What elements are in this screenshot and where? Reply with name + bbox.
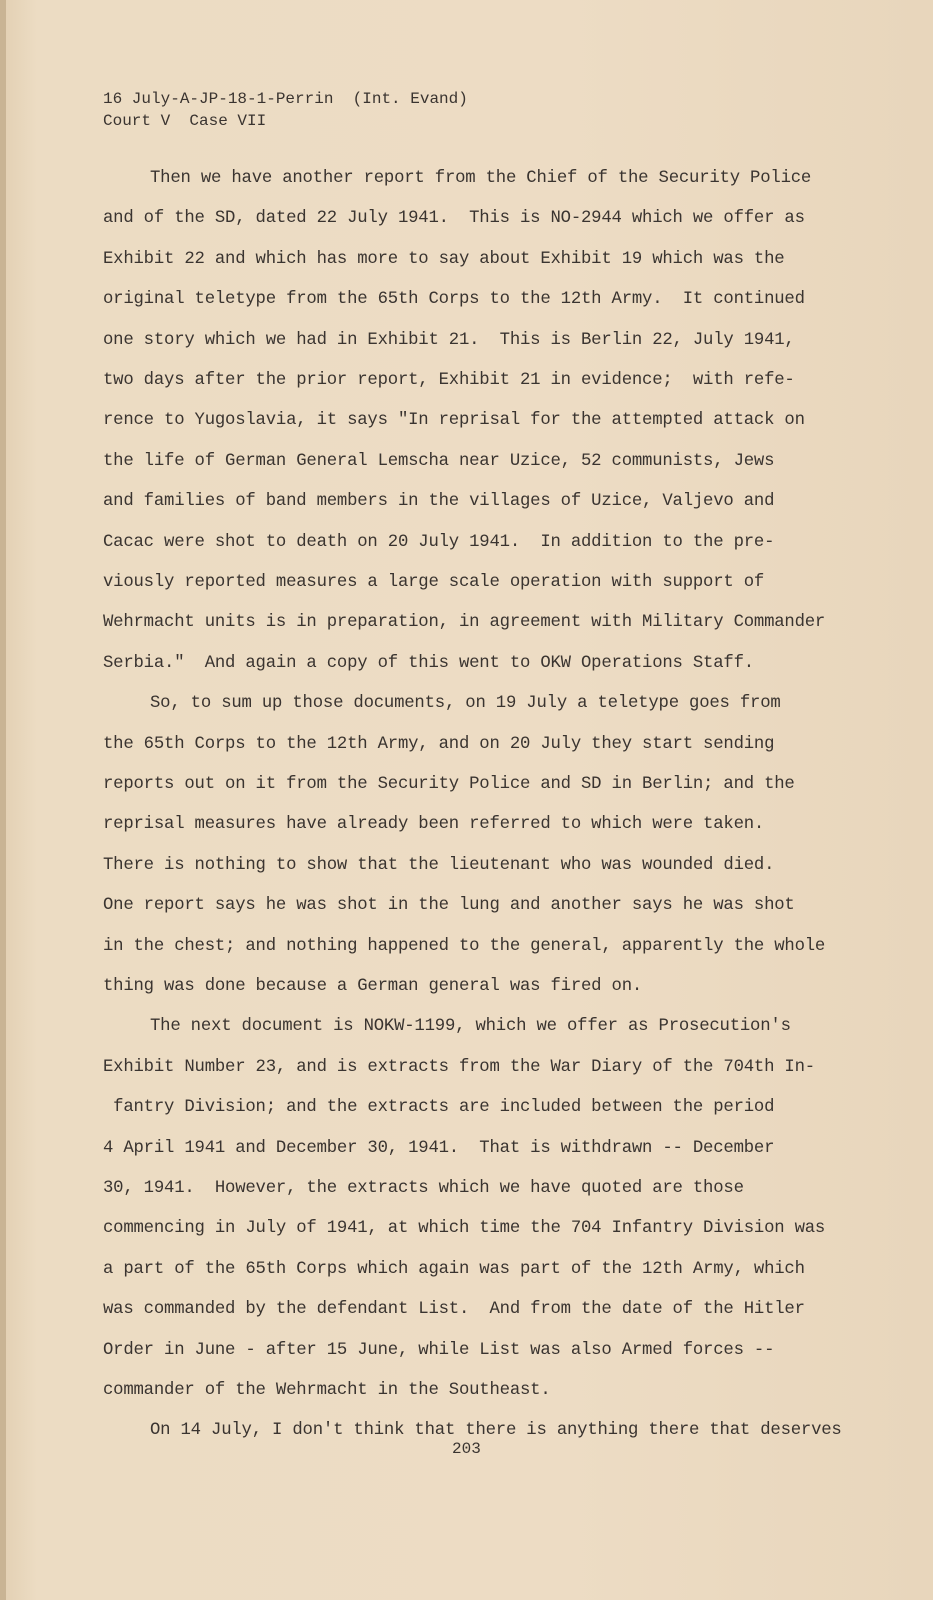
text-line: Serbia." And again a copy of this went to OKW Operations Staff. [103,653,754,673]
text-line: Then we have another report from the Chief of the Security Police [150,169,812,188]
page-number: 203 [452,1440,481,1458]
text-line: rence to Yugoslavia, it says "In reprisal for the attempted attack on [103,411,805,431]
text-line: reprisal measures have already been referred to which were taken. [103,815,765,835]
text-line: and families of band members in the villages of Uzice, Valjevo and [103,492,775,512]
text-line: two days after the prior report, Exhibit 21 in evidence; with refe- [103,371,795,390]
text-line: One report says he was shot in the lung and another says he was shot [103,896,795,916]
text-line: reports out on it from the Security Police and SD in Berlin; and the [103,775,795,794]
text-line: commencing in July of 1941, at which time the 704 Infantry Division was [103,1219,826,1239]
text-line: and of the SD, dated 22 July 1941. This is NO-2944 which we offer as [103,209,805,229]
text-line: Wehrmacht units is in preparation, in agreement with Military Commander [103,613,826,633]
text-line: thing was done because a German general was fired on. [103,977,643,996]
text-line: Exhibit Number 23, and is extracts from the War Diary of the 704th In- [103,1057,815,1077]
text-line: one story which we had in Exhibit 21. This is Berlin 22, July 1941, [103,330,795,350]
text-line: in the chest; and nothing happened to the general, apparently the whole [103,936,826,956]
text-line: commander of the Wehrmacht in the Southeast. [103,1381,551,1400]
header-line-1: 16 July-A-JP-18-1-Perrin (Int. Evand) [103,90,468,108]
text-line: Order in June - after 15 June, while List was also Armed forces -- [103,1340,775,1360]
text-line: a part of the 65th Corps which again was part of the 12th Army, which [103,1259,805,1279]
text-line: 4 April 1941 and December 30, 1941. That is withdrawn -- December [103,1138,775,1158]
text-line: The next document is NOKW-1199, which we offer as Prosecution's [150,1017,791,1037]
text-line: 30, 1941. However, the extracts which we have quoted are those [103,1179,744,1198]
text-line: viously reported measures a large scale operation with support of [103,573,765,592]
text-line: So, to sum up those documents, on 19 July a teletype goes from [150,694,781,714]
text-line: Cacac were shot to death on 20 July 1941. In addition to the pre- [103,532,775,552]
text-line: Exhibit 22 and which has more to say about Exhibit 19 which was the [103,249,785,269]
text-line: original teletype from the 65th Corps to the 12th Army. It continued [103,290,805,310]
header-line-2: Court V Case VII [103,112,267,130]
text-line: fantry Division; and the extracts are included between the period [103,1098,775,1118]
page-edge [0,0,6,1600]
text-line: On 14 July, I don't think that there is anything there that deserves [150,1421,842,1441]
text-line: There is nothing to show that the lieutenant who was wounded died. [103,855,775,875]
text-line: the 65th Corps to the 12th Army, and on 20 July they start sending [103,734,775,754]
text-line: the life of German General Lemscha near Uzice, 52 communists, Jews [103,451,775,471]
text-line: was commanded by the defendant List. And from the date of the Hitler [103,1300,805,1320]
